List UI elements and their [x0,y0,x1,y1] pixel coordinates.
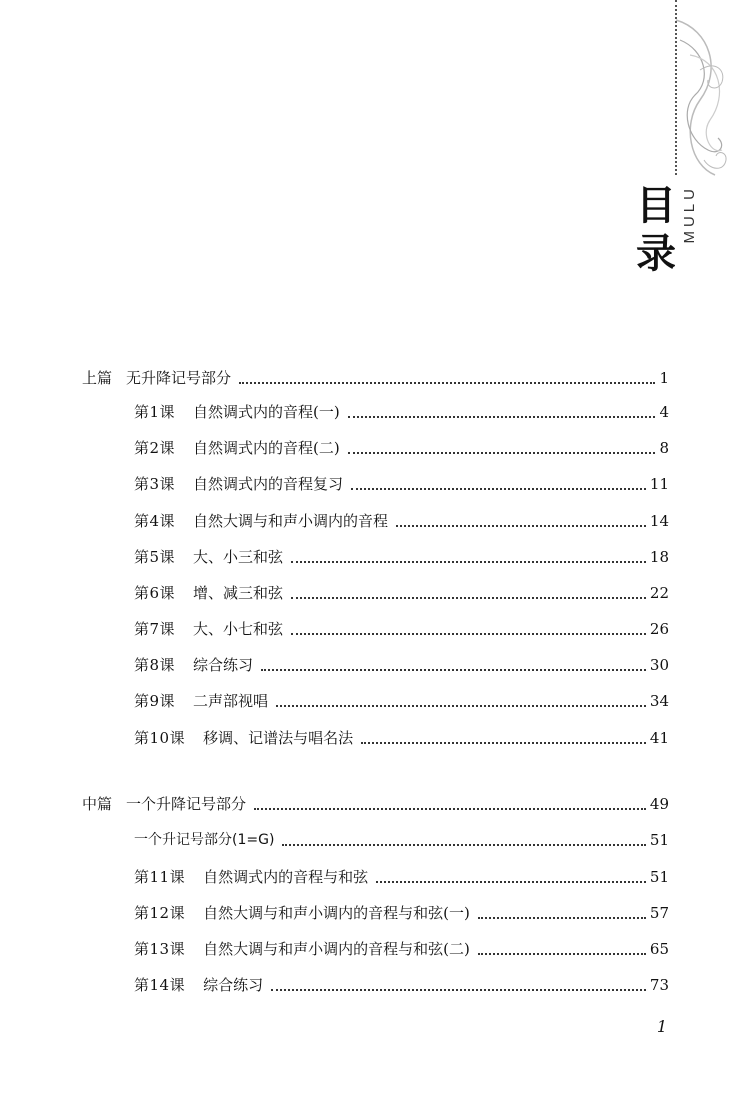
toc-entry-label [134,866,368,888]
toc-entry[interactable] [0,510,750,532]
toc-lesson-number: 第10课 [134,729,186,747]
toc-entry-title: 自然调式内的音程复习 [193,475,344,493]
toc-lesson-number: 第13课 [134,940,186,958]
title-char-2: 录 [636,231,676,277]
toc-page-number: 11 [649,475,669,493]
toc-page-number: 51 [649,831,669,849]
toc-page-number: 30 [649,656,669,674]
toc-leader-dots [291,596,646,599]
toc-entry[interactable] [0,618,750,640]
toc-entry-label [82,793,246,815]
toc-entry-title: 大、小三和弦 [193,548,284,566]
toc-entry[interactable] [0,437,750,459]
toc-entry[interactable] [0,690,750,712]
toc-leader-dots [478,952,646,955]
toc-part-label: 中篇 [82,795,113,813]
toc-entry-title: 自然调式内的音程(二) [193,439,340,457]
toc-entry-label [134,473,343,495]
toc-entry-title: 综合练习 [193,656,254,674]
toc-entry[interactable] [0,974,750,996]
toc-entry-title: 自然大调与和声小调内的音程 [193,512,389,530]
toc-page-number: 22 [649,584,669,602]
toc-leader-dots [348,451,655,454]
toc-entry-title: 移调、记谱法与唱名法 [203,729,354,747]
toc-entry[interactable] [0,727,750,749]
toc-leader-dots [282,843,646,846]
toc-leader-dots [478,916,646,919]
toc-leader-dots [396,524,646,527]
toc-entry-label [134,437,340,459]
toc-leader-dots [239,381,655,384]
toc-entry-label [134,546,283,568]
toc-entry[interactable] [0,401,750,423]
toc-entry-label [134,618,283,640]
toc-entry[interactable] [0,938,750,960]
toc-leader-dots [291,632,646,635]
toc-page-number: 73 [649,976,669,994]
toc-page-number: 51 [649,868,669,886]
toc-entry-label [82,367,231,389]
toc-lesson-number: 第9课 [134,692,176,710]
toc-entry-title: 综合练习 [203,976,264,994]
toc-entry[interactable] [0,866,750,888]
toc-lesson-number: 第3课 [134,475,176,493]
toc-entry-label [134,727,353,749]
toc-entry-title: 无升降记号部分 [126,369,232,387]
toc-entry-title: 二声部视唱 [193,692,269,710]
toc-page-number: 1 [659,369,669,387]
toc-leader-dots [276,704,646,707]
toc-lesson-number: 第12课 [134,904,186,922]
romanized-title: MULU [681,185,698,244]
toc-entry[interactable] [0,367,750,389]
toc-entry[interactable] [0,546,750,568]
toc-lesson-number: 第14课 [134,976,186,994]
toc-entry-label [134,690,268,712]
toc-lesson-number: 第5课 [134,548,176,566]
toc-entry-title: 自然调式内的音程与和弦 [203,868,369,886]
flourish-ornament-icon [660,0,730,200]
toc-entry-title: 一个升记号部分(1=G) [134,832,275,848]
toc-entry-title: 一个升降记号部分 [126,795,247,813]
toc-page-number: 4 [659,403,669,421]
toc-lesson-number: 第2课 [134,439,176,457]
toc-leader-dots [348,415,655,418]
toc-leader-dots [271,988,646,991]
toc-entry-title: 自然大调与和声小调内的音程与和弦(一) [203,904,470,922]
toc-entry-title: 自然调式内的音程(一) [193,403,340,421]
toc-part-label: 上篇 [82,369,113,387]
toc-lesson-number: 第4课 [134,512,176,530]
toc-entry-title: 大、小七和弦 [193,620,284,638]
toc-entry-title: 自然大调与和声小调内的音程与和弦(二) [203,940,470,958]
toc-entry-label [134,938,470,960]
toc-entry-label [134,902,470,924]
toc-entry[interactable] [0,793,750,815]
toc-leader-dots [291,560,646,563]
toc-page-number: 14 [649,512,669,530]
toc-lesson-number: 第1课 [134,403,176,421]
toc-entry-label [134,401,340,423]
toc-page-number: 34 [649,692,669,710]
toc-page-number: 57 [649,904,669,922]
page-title [633,182,679,278]
toc-entry-label [134,510,388,532]
toc-entry[interactable] [0,654,750,676]
toc-entry[interactable] [0,829,750,851]
toc-entry-label [134,582,283,604]
toc-page-number: 18 [649,548,669,566]
toc-lesson-number: 第8课 [134,656,176,674]
title-char-1: 目 [636,183,676,229]
toc-leader-dots [361,741,646,744]
toc-leader-dots [261,668,646,671]
toc-page-number: 41 [649,729,669,747]
toc-page-number: 26 [649,620,669,638]
toc-page-number: 65 [649,940,669,958]
page-number: 1 [656,1017,667,1036]
toc-leader-dots [254,807,646,810]
toc-entry[interactable] [0,902,750,924]
toc-lesson-number: 第11课 [134,868,186,886]
toc-entry-label [134,974,263,996]
toc-entry-label [134,829,274,851]
toc-leader-dots [376,880,646,883]
toc-entry-title: 增、减三和弦 [193,584,284,602]
toc-page-number: 8 [659,439,669,457]
toc-lesson-number: 第6课 [134,584,176,602]
toc-leader-dots [351,487,646,490]
toc-page-number: 49 [649,795,669,813]
toc-lesson-number: 第7课 [134,620,176,638]
toc-entry[interactable] [0,582,750,604]
toc-entry-label [134,654,253,676]
toc-entry[interactable] [0,473,750,495]
